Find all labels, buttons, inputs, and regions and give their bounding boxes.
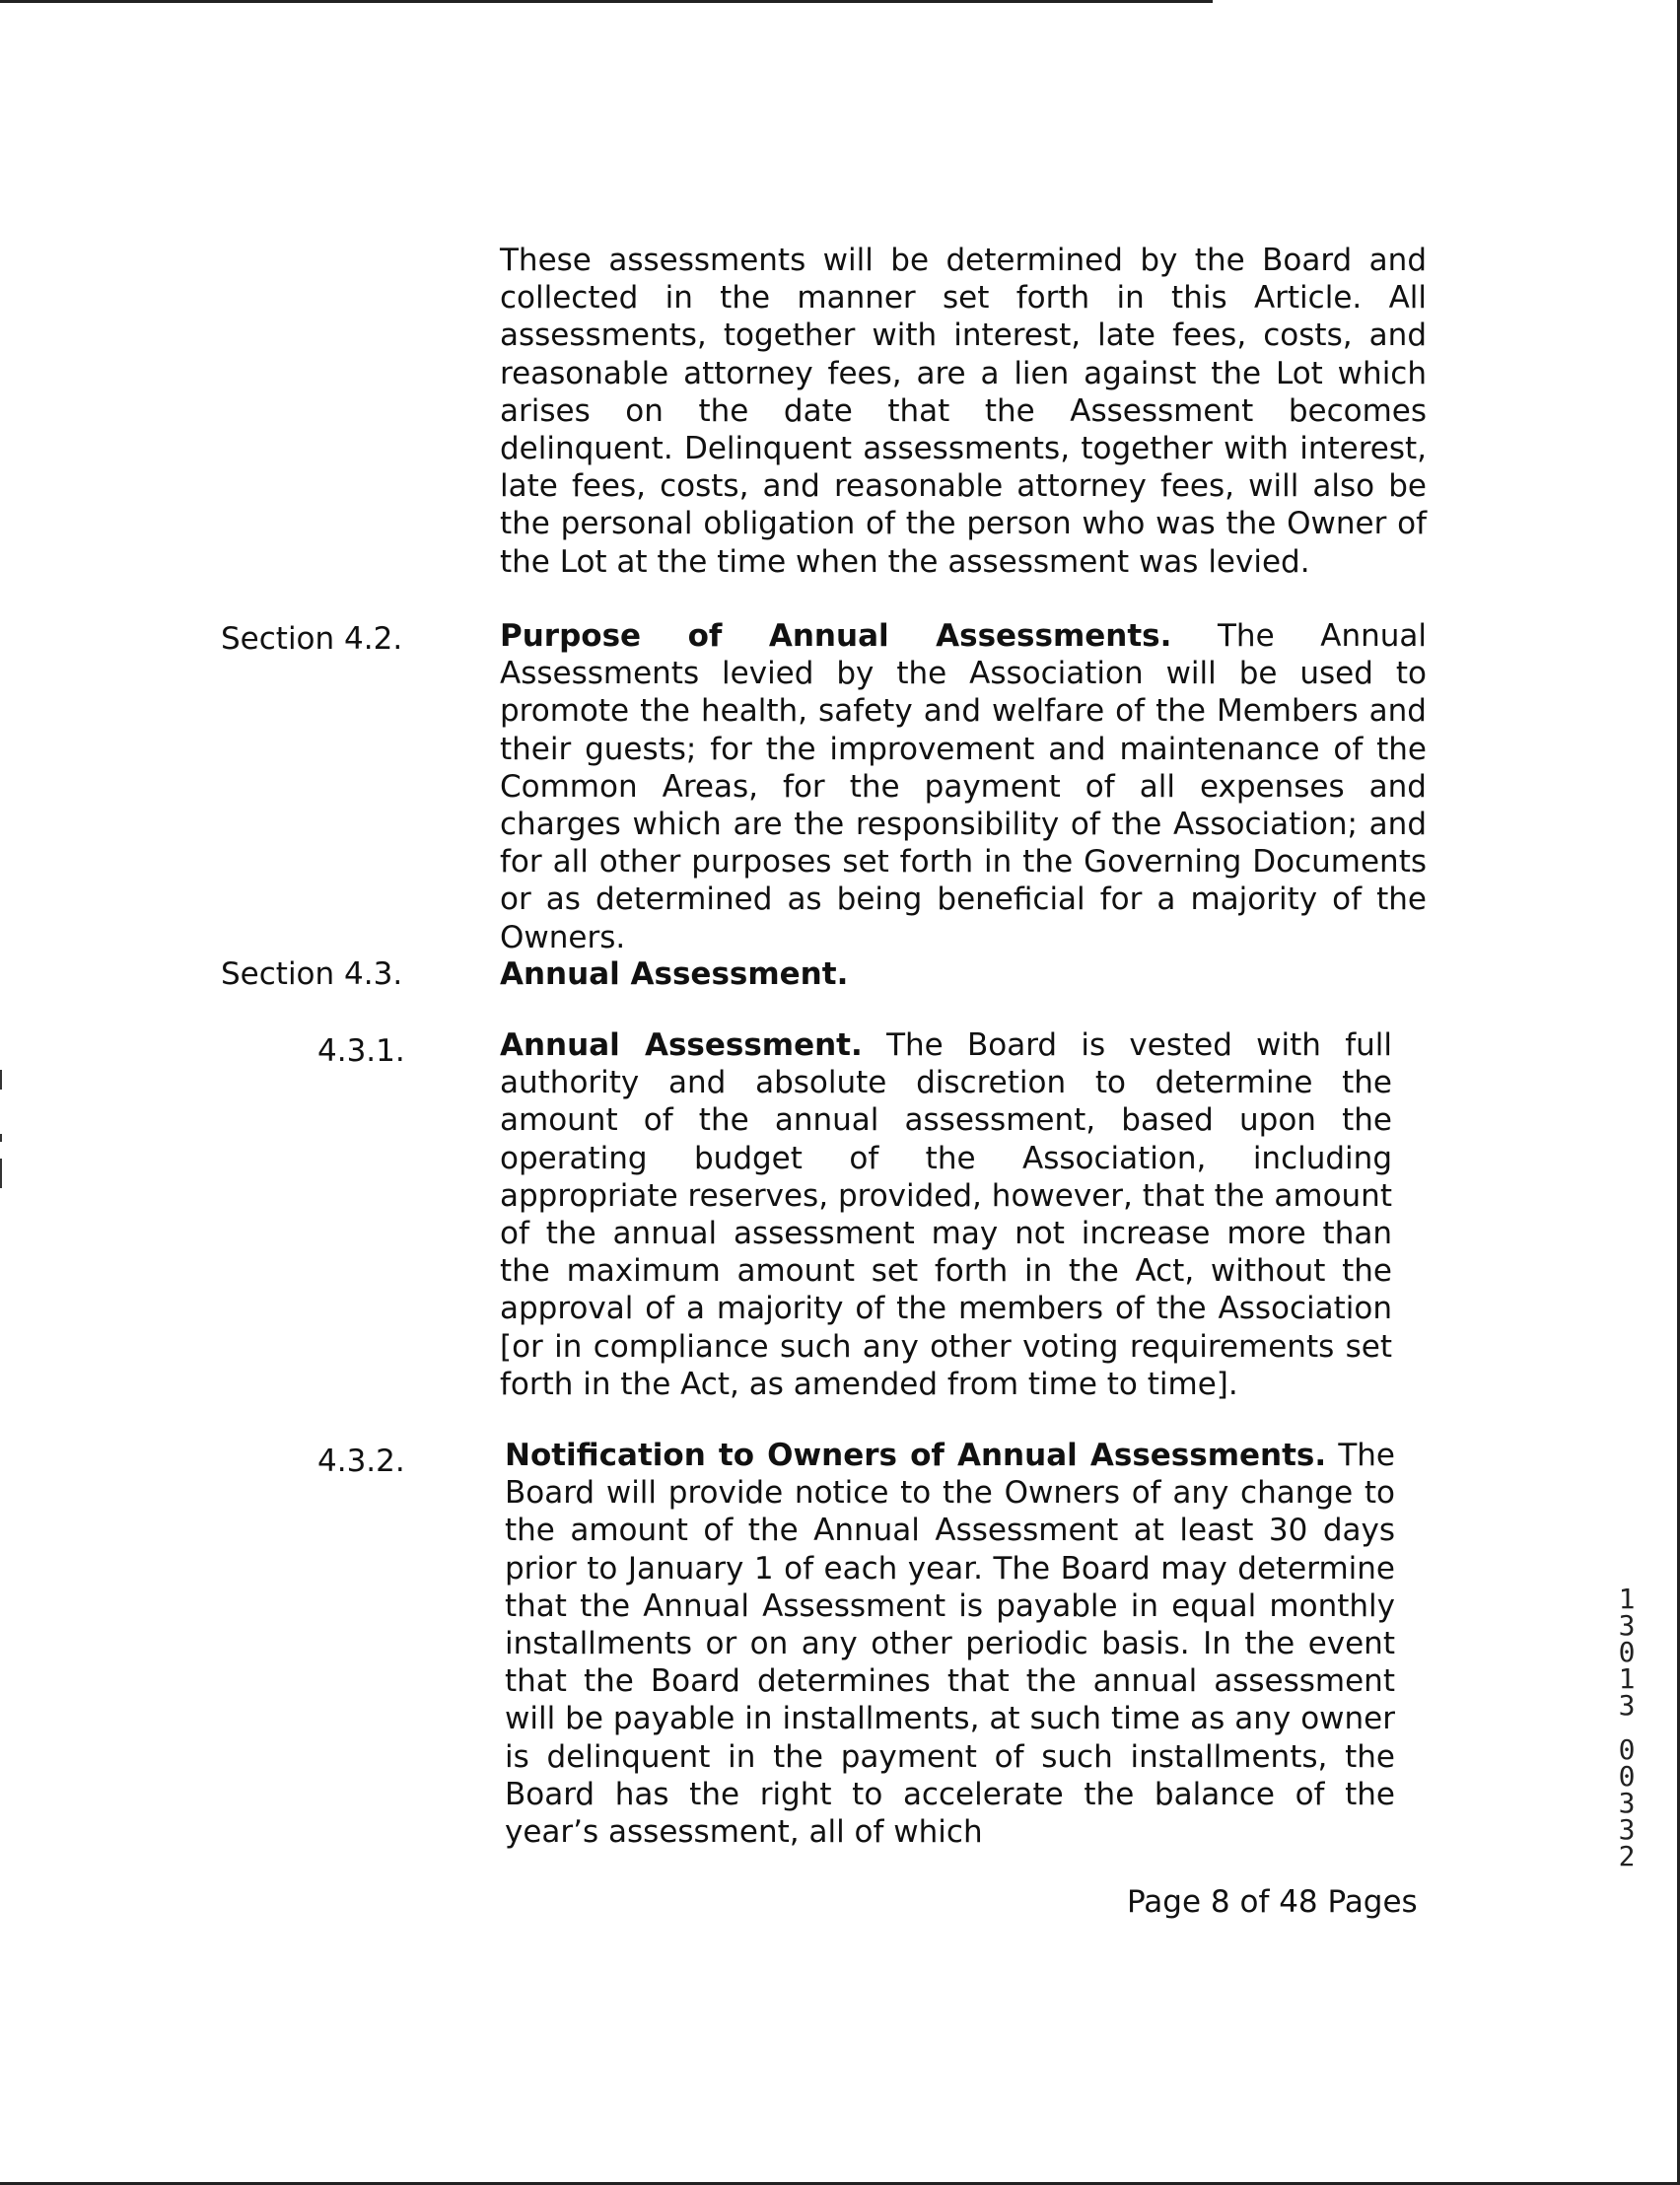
bates-digit: 3 [1618,1787,1636,1819]
section-4-2-paragraph [500,617,1427,956]
scan-edge-mark [0,1159,2,1188]
subsection-4-3-2-paragraph [505,1437,1395,1851]
page-number-footer: Page 8 of 48 Pages [1127,1884,1418,1920]
subsection-4-3-1-paragraph [500,1026,1392,1403]
section-4-2-body: The Annual Assessments levied by the Association will be used to promote the health, safety and welfare of the Members and their guests; for the improvement and maintenance of the Common Areas, for the payment of all expenses and charges which are the responsibility of the Association; and for all other purposes set forth in the Governing Documents or as determined as being beneficial for a majority of the Owners. [500,618,1427,955]
bates-digit: 3 [1618,1813,1636,1846]
bates-digit: 1 [1618,1662,1636,1695]
intro-paragraph [500,242,1427,581]
bates-digit: 0 [1618,1636,1636,1668]
scan-edge-mark [0,1134,2,1142]
bates-digit: 1 [1618,1583,1636,1615]
section-4-3-heading: Annual Assessment. [500,956,849,992]
subsection-4-3-2-heading: Notification to Owners of Annual Assessments. [505,1438,1327,1473]
bates-digit: 2 [1618,1840,1636,1872]
bates-digit: 3 [1618,1609,1636,1642]
intro-paragraph-text: These assessments will be determined by the Board and collected in the manner set forth in this Article. All assessments, together with interest, late fees, costs, and reasonable attorney fees, are a lien against the Lot which arises on the date that the Assessment becomes delinquent. Delinquent assessments, together with interest, late fees, costs, and reasonable attorney fees, will also be the personal obligation of the person who was the Owner of the Lot at the time when the assessment was levied. [500,243,1427,580]
section-4-3-label: Section 4.3. [221,956,403,992]
section-4-2-heading: Purpose of Annual Assessments. [500,618,1172,654]
scan-border-top [0,0,1213,3]
subsection-4-3-1-body: The Board is vested with full authority and absolute discretion to determine the amount of the annual assessment, based upon the operating budget of the Association, including appropriate reserves, provided, however, that the amount of the annual assessment may not increase more than the maximum amount set forth in the Act, without the approval of a majority of the members of the Association [or in compliance such any other voting requirements set forth in the Act, as amended from time to time]. [500,1027,1392,1402]
bates-digit: 3 [1618,1689,1636,1722]
subsection-4-3-1-label: 4.3.1. [317,1033,405,1069]
bates-digit: 0 [1618,1760,1636,1793]
section-4-2-label: Section 4.2. [221,621,403,657]
bates-digit: 0 [1618,1733,1636,1766]
bates-number [1615,1583,1639,1872]
subsection-4-3-1-heading: Annual Assessment. [500,1027,863,1063]
scan-edge-mark [0,1070,2,1090]
subsection-4-3-2-body: The Board will provide notice to the Owners of any change to the amount of the Annual Assessment at least 30 days prior to January 1 of each year. The Board may determine that the Annual Assessment is payable in equal monthly installments or on any other periodic basis. In the event that the Board determines that the annual assessment will be payable in installments, at such time as any owner is delinquent in the payment of such installments, the Board has the right to accelerate the balance of the year’s assessment, all of which [505,1438,1395,1851]
subsection-4-3-2-label: 4.3.2. [317,1444,405,1479]
